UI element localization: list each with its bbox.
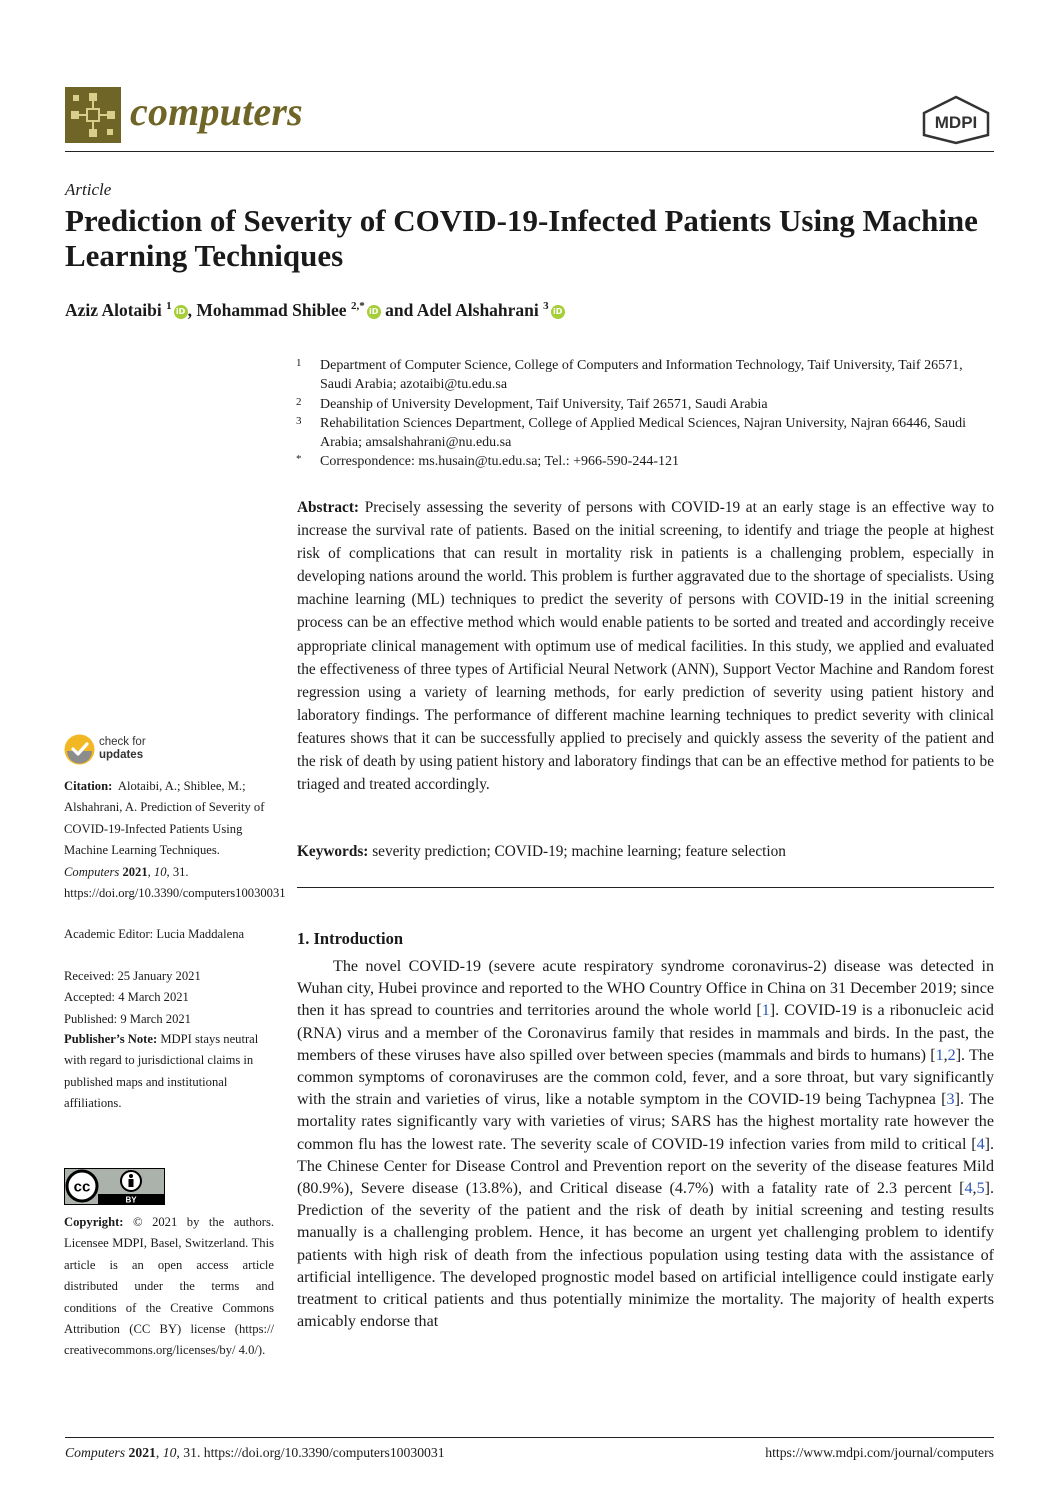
citation-doi[interactable]: , 31. https://doi.org/10.3390/computers10030031 <box>64 864 286 901</box>
journal-logo-icon <box>65 87 121 143</box>
affiliation-item <box>296 414 996 453</box>
affiliation-number: 1 <box>296 357 302 369</box>
reference-link[interactable]: 4 <box>976 1135 985 1153</box>
footer-doi[interactable]: , 31. https://doi.org/10.3390/computers10030031 <box>176 1445 445 1460</box>
correspondence-item <box>296 452 996 471</box>
author-name: Mohammad Shiblee <box>196 300 347 320</box>
affiliation-number: 2 <box>296 395 302 408</box>
body-text: ]. The mortality rates significantly vary with varieties of virus; SARS has the highest mortality rate however the common flu has the lowest rate. The severity scale of COVID-19 infection varies from mild to critical [ <box>297 1091 995 1153</box>
abstract-text: Precisely assessing the severity of persons with COVID-19 at an early stage is an effective way to increase the survival rate of patients. Based on the initial screening, to identify and triage the people at highest risk of complications that can result in mortality risk in patients is a challenging problem, especially in developing nations around the world. This problem is further aggravated due to the shortage of specialists. Using machine learning (ML) techniques to predict the severity of persons with COVID-19 in the initial screening process can be an effective method which would enable patients to be sorted and treated and accordingly receive appropriate clinical management with optimum use of medical facilities. In this study, we applied and evaluated the effectiveness of three types of Artificial Neural Network (ANN), Support Vector Machine and Random forest regression using a variety of learning methods, for early prediction of severity using patient history and laboratory findings. The performance of different machine learning techniques to predict severity with clinical features shows that it can be successfully applied to precisely and quickly assess the severity of the patient and the risk of death by using patient history and laboratory findings that can be an effective method for patients to be triaged and treated accordingly. <box>297 499 994 794</box>
footer-year: 2021 <box>128 1445 156 1460</box>
orcid-icon[interactable]: iD <box>174 305 188 319</box>
citation-year: 2021 <box>122 864 148 879</box>
author-affiliation-mark: 1 <box>166 300 172 313</box>
cc-label: cc <box>73 1178 91 1196</box>
affiliation-number: 3 <box>296 414 302 427</box>
keywords-label: Keywords: <box>297 843 369 860</box>
orcid-icon[interactable]: iD <box>551 305 565 319</box>
journal-name: computers <box>130 89 303 134</box>
reference-link[interactable]: 1 <box>935 1046 944 1064</box>
reference-link[interactable]: 5 <box>976 1180 985 1198</box>
header-rule <box>65 151 994 152</box>
author-list <box>65 300 565 321</box>
body-text: ]. COVID-19 is a ribonucleic acid (RNA) virus and a member of the Coronavirus family that resides in mammals and birds. In the past, the members of these viruses have also spilled over between species (mammals and birds to humans) [ <box>297 1002 994 1064</box>
affiliation-text: Deanship of University Development, Taif University, Taif 26571, Saudi Arabia <box>320 396 768 412</box>
author-name: Adel Alshahrani <box>416 300 539 320</box>
affiliation-item <box>296 356 996 395</box>
check-updates-line: updates <box>99 749 144 761</box>
article-type: Article <box>65 180 112 199</box>
check-updates-line: check for <box>99 736 146 748</box>
copyright-text: © 2021 by the authors. Licensee MDPI, Basel, Switzerland. This article is an open access article distributed under the terms and conditions of the Creative Commons Attribution (CC BY) license (https:// creativecommons.org/licenses/by/ 4.0/). <box>64 1215 274 1358</box>
reference-link[interactable]: 2 <box>947 1046 956 1064</box>
author-affiliation-mark: 2,* <box>350 300 365 313</box>
affiliations <box>296 356 996 472</box>
mdpi-logo-icon <box>918 95 994 145</box>
article-title: Prediction of Severity of COVID-19-Infected Patients Using Machine Learning Techniques <box>65 203 978 273</box>
accepted-date: Accepted: 4 March 2021 <box>64 990 189 1005</box>
affiliation-number: * <box>296 453 302 466</box>
body-text: ]. Prediction of the severity of the patient and the risk of death by initial screening and testing results manually is a challenging problem. Hence, it has become an urgent yet challenging problem to identify patients with high risk of death from the infectious population using testing data with the assistance of artificial intelligence. The developed prognostic model based on artificial intelligence could instigate early treatment to critical patients and thus potentially minimize the mortality. The majority of health experts amicably endorse that <box>297 1180 994 1331</box>
orcid-icon[interactable]: iD <box>367 305 381 319</box>
introduction-paragraph <box>297 956 994 1333</box>
received-date: Received: 25 January 2021 <box>64 969 201 983</box>
introduction-body <box>297 956 994 1333</box>
body-text: The novel COVID-19 (severe acute respiratory syndrome coronavirus-2) disease was detected in Wuhan city, Hubei province and reported to the WHO Country Office in China on 31 December 2019; since then it has spread to countries and territories around the whole world [ <box>297 958 994 1020</box>
author-name: Aziz Alotaibi <box>65 300 162 320</box>
reference-link[interactable]: 1 <box>761 1002 770 1020</box>
publication-dates <box>64 966 274 1030</box>
copyright-label: Copyright: <box>64 1215 124 1229</box>
abstract <box>297 496 994 796</box>
footer-journal: Computers <box>65 1445 126 1460</box>
reference-link[interactable]: 3 <box>946 1091 955 1109</box>
keywords-text: severity prediction; COVID-19; machine learning; feature selection <box>372 843 786 860</box>
citation-block: Citation: Alotaibi, A.; Shiblee, M.; Alshahrani, A. Prediction of Severity of COVID-19-Infected Patients Using Machine Learning Techniques. Computers 2021, 10, 31. https://doi.org/10.3390/computers10030031 <box>64 779 286 901</box>
publisher-note <box>64 1029 274 1115</box>
published-date: Published: 9 March 2021 <box>64 1011 191 1026</box>
footer-journal-url[interactable]: https://www.mdpi.com/journal/computers <box>765 1445 994 1460</box>
affiliation-text: Rehabilitation Sciences Department, College of Applied Medical Sciences, Najran University, Najran 66446, Saudi Arabia; amsalshahrani@nu.edu.sa <box>320 415 967 451</box>
academic-editor: Academic Editor: Lucia Maddalena <box>64 927 245 941</box>
check-updates-label <box>99 736 146 762</box>
by-label: BY <box>125 1195 137 1205</box>
body-text: , <box>943 1046 948 1064</box>
body-text: ]. The Chinese Center for Disease Control and Prevention report on the severity of the disease features Mild (80.9%), Severe disease (13.8%), and Critical disease (4.7%) with a fatality rate of 2.3 percent [ <box>297 1135 994 1198</box>
keywords <box>297 842 994 862</box>
author-affiliation-mark: 3 <box>543 300 549 313</box>
section-rule <box>297 887 994 888</box>
author-separator: , <box>187 300 197 320</box>
cc-by-license-icon[interactable] <box>64 1168 165 1205</box>
reference-link[interactable]: 4 <box>964 1180 973 1198</box>
correspondence-text: Correspondence: ms.husain@tu.edu.sa; Tel.: +966-590-244-121 <box>320 454 679 470</box>
check-for-updates-badge[interactable] <box>64 734 184 768</box>
section-heading: 1. Introduction <box>297 929 404 948</box>
abstract-label: Abstract: <box>297 499 360 516</box>
body-text: , <box>972 1180 977 1198</box>
footer-citation: Computers 2021, 10, 31. https://doi.org/10.3390/computers10030031 <box>65 1445 445 1460</box>
citation-text: Alotaibi, A.; Shiblee, M.; Alshahrani, A. Prediction of Severity of COVID-19-Infected Patients Using Machine Learning Techniques. <box>64 779 265 858</box>
footer-volume: 10 <box>162 1445 177 1460</box>
citation-volume: 10 <box>153 864 167 879</box>
publisher-note-text: MDPI stays neutral with regard to jurisdictional claims in published maps and institutional affiliations. <box>64 1032 259 1111</box>
publisher-note-label: Publisher’s Note: <box>64 1032 158 1046</box>
author-separator: and <box>380 300 417 320</box>
check-updates-icon <box>64 734 95 765</box>
citation-journal: Computers <box>64 864 120 879</box>
citation-label: Citation: <box>64 779 113 793</box>
copyright-block <box>64 1212 274 1362</box>
body-text: ]. The common symptoms of coronaviruses are the common cold, fever, and a sore throat, but vary significantly with the strain and varieties of virus, like a notable symptom in the COVID-19 being Tachypnea [ <box>297 1046 994 1109</box>
affiliation-text: Department of Computer Science, College of Computers and Information Technology, Taif University, Taif 26571, Saudi Arabia; azotaibi@tu.edu.sa <box>320 358 963 393</box>
publisher-name: MDPI <box>934 113 978 132</box>
affiliation-item <box>296 395 996 414</box>
footer-rule <box>65 1437 994 1438</box>
